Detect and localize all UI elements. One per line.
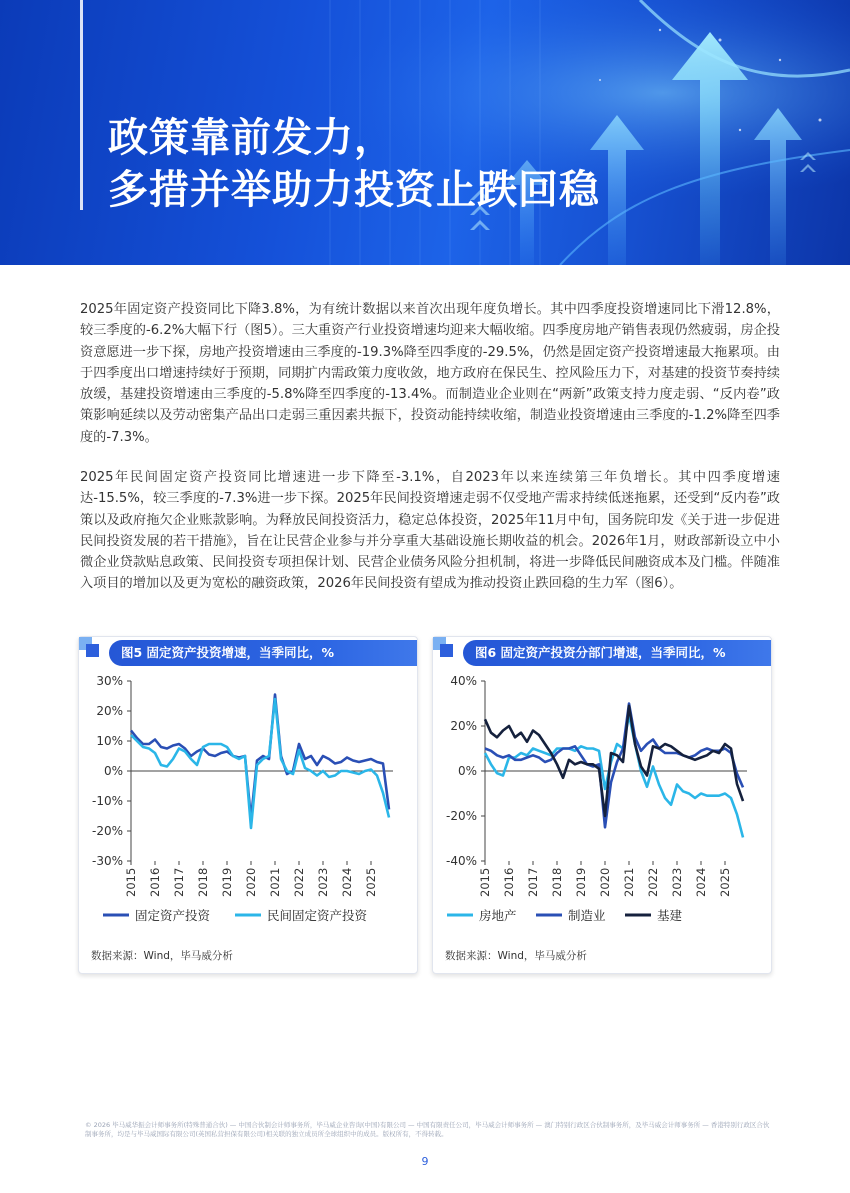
- series-line-2: [485, 704, 743, 828]
- x-tick-label: 2019: [220, 867, 234, 897]
- x-tick-label: 2021: [268, 867, 282, 897]
- chart-fig5-plot: [79, 673, 419, 948]
- y-tick-label: -10%: [91, 794, 123, 808]
- legend-label: 固定资产投资: [135, 908, 211, 923]
- x-tick-label: 2018: [550, 867, 564, 897]
- chart-card-fig6: [432, 636, 772, 974]
- legend-label: 房地产: [479, 908, 517, 923]
- y-tick-label: 30%: [96, 674, 123, 688]
- y-tick-label: -30%: [91, 854, 123, 868]
- x-tick-label: 2018: [196, 867, 210, 897]
- x-tick-label: 2017: [172, 867, 186, 897]
- hero-accent-bar: [80, 0, 83, 210]
- x-tick-label: 2015: [124, 867, 138, 897]
- chart-badge-icon: [433, 637, 455, 659]
- x-tick-label: 2016: [148, 867, 162, 897]
- y-tick-label: -20%: [445, 809, 477, 823]
- chart-source: 数据来源：Wind，毕马威分析: [91, 950, 233, 962]
- y-tick-label: 0%: [457, 764, 477, 778]
- chart-title: 图5 固定资产投资增速，当季同比，%: [109, 640, 417, 666]
- y-tick-label: -40%: [445, 854, 477, 868]
- series-line-3: [485, 706, 743, 816]
- chart-fig6-plot: [433, 673, 773, 948]
- y-tick-label: -20%: [91, 824, 123, 838]
- x-tick-label: 2024: [340, 867, 354, 897]
- y-tick-label: 20%: [450, 719, 477, 733]
- x-tick-label: 2021: [622, 867, 636, 897]
- series-line-2: [131, 699, 389, 828]
- y-tick-label: 20%: [96, 704, 123, 718]
- chart-card-fig5: [78, 636, 418, 974]
- y-tick-label: 10%: [96, 734, 123, 748]
- chart-title: 图6 固定资产投资分部门增速，当季同比，%: [463, 640, 771, 666]
- page-title-line-2: 多措并举助力投资止跌回稳: [108, 167, 600, 213]
- legend-label: 基建: [657, 908, 683, 923]
- series-line-1: [131, 695, 389, 820]
- x-tick-label: 2025: [364, 867, 378, 897]
- legend-label: 民间固定资产投资: [267, 908, 368, 923]
- x-tick-label: 2020: [598, 867, 612, 897]
- copyright-note: © 2026 毕马威华振会计师事务所(特殊普通合伙) — 中国合伙制会计师事务所，毕马威企业咨询(中国)有限公司 — 中国有限责任公司，毕马威会计师事务所 — 澳门特别行政区合伙制事务所，及毕马威会计师事务所 — 香港特别行政区合伙制事务所，均是与毕马威国际有限公司(英国私营担保有限公司)相关联的独立成员所全球组织中的成员。版权所有，不得转载。: [85, 1121, 770, 1138]
- x-tick-label: 2020: [244, 867, 258, 897]
- x-tick-label: 2017: [526, 867, 540, 897]
- x-tick-label: 2019: [574, 867, 588, 897]
- x-tick-label: 2024: [694, 867, 708, 897]
- chart-source: 数据来源：Wind，毕马威分析: [445, 950, 587, 962]
- y-tick-label: 0%: [103, 764, 123, 778]
- chart-badge-icon: [79, 637, 101, 659]
- body-paragraph-2: 2025年民间固定资产投资同比增速进一步下降至-3.1%，自2023年以来连续第三年负增长。其中四季度增速达-15.5%，较三季度的-7.3%进一步下探。2025年民间投资增速走弱不仅受地产需求持续低迷拖累，还受到“反内卷”政策以及政府拖欠企业账款影响。为释放民间投资活力，稳定总体投资，2025年11月中旬，国务院印发《关于进一步促进民间投资发展的若干措施》，旨在让民营企业参与并分享重大基础设施长期收益的机会。2026年1月，财政部新设立中小微企业贷款贴息政策、民间投资专项担保计划、民营企业债务风险分担机制，将进一步降低民间融资成本及门槛。伴随准入项目的增加以及更为宽松的融资政策，2026年民间投资有望成为推动投资止跌回稳的生力军（图6）。: [80, 470, 780, 592]
- page-title-line-1: 政策靠前发力，: [108, 115, 395, 161]
- x-tick-label: 2023: [670, 867, 684, 897]
- x-tick-label: 2022: [292, 867, 306, 897]
- hero-banner: [0, 0, 850, 265]
- y-tick-label: 40%: [450, 674, 477, 688]
- x-tick-label: 2016: [502, 867, 516, 897]
- body-paragraph-1: 2025年固定资产投资同比下降3.8%，为有统计数据以来首次出现年度负增长。其中四季度投资增速同比下滑12.8%，较三季度的-6.2%大幅下行（图5）。三大重资产行业投资增速均迎来大幅收缩。四季度房地产销售表现仍然疲弱，房企投资意愿进一步下探，房地产投资增速由三季度的-19.3%降至四季度的-29.5%，仍然是固定资产投资增速最大拖累项。由于四季度出口增速持续好于预期，同期扩内需政策力度收敛，地方政府在保民生、控风险压力下，对基建的投资节奏持续放缓，基建投资增速由三季度的-5.8%降至四季度的-13.4%。而制造业企业则在“两新”政策支持力度走弱、“反内卷”政策影响延续以及劳动密集产品出口走弱三重因素共振下，投资动能持续收缩，制造业投资增速由三季度的-1.2%降至四季度的-7.3%。: [80, 302, 780, 445]
- x-tick-label: 2015: [478, 867, 492, 897]
- page-title: [108, 112, 600, 216]
- x-tick-label: 2023: [316, 867, 330, 897]
- x-tick-label: 2022: [646, 867, 660, 897]
- x-tick-label: 2025: [718, 867, 732, 897]
- page-number: 9: [421, 1155, 429, 1168]
- legend-label: 制造业: [568, 908, 606, 923]
